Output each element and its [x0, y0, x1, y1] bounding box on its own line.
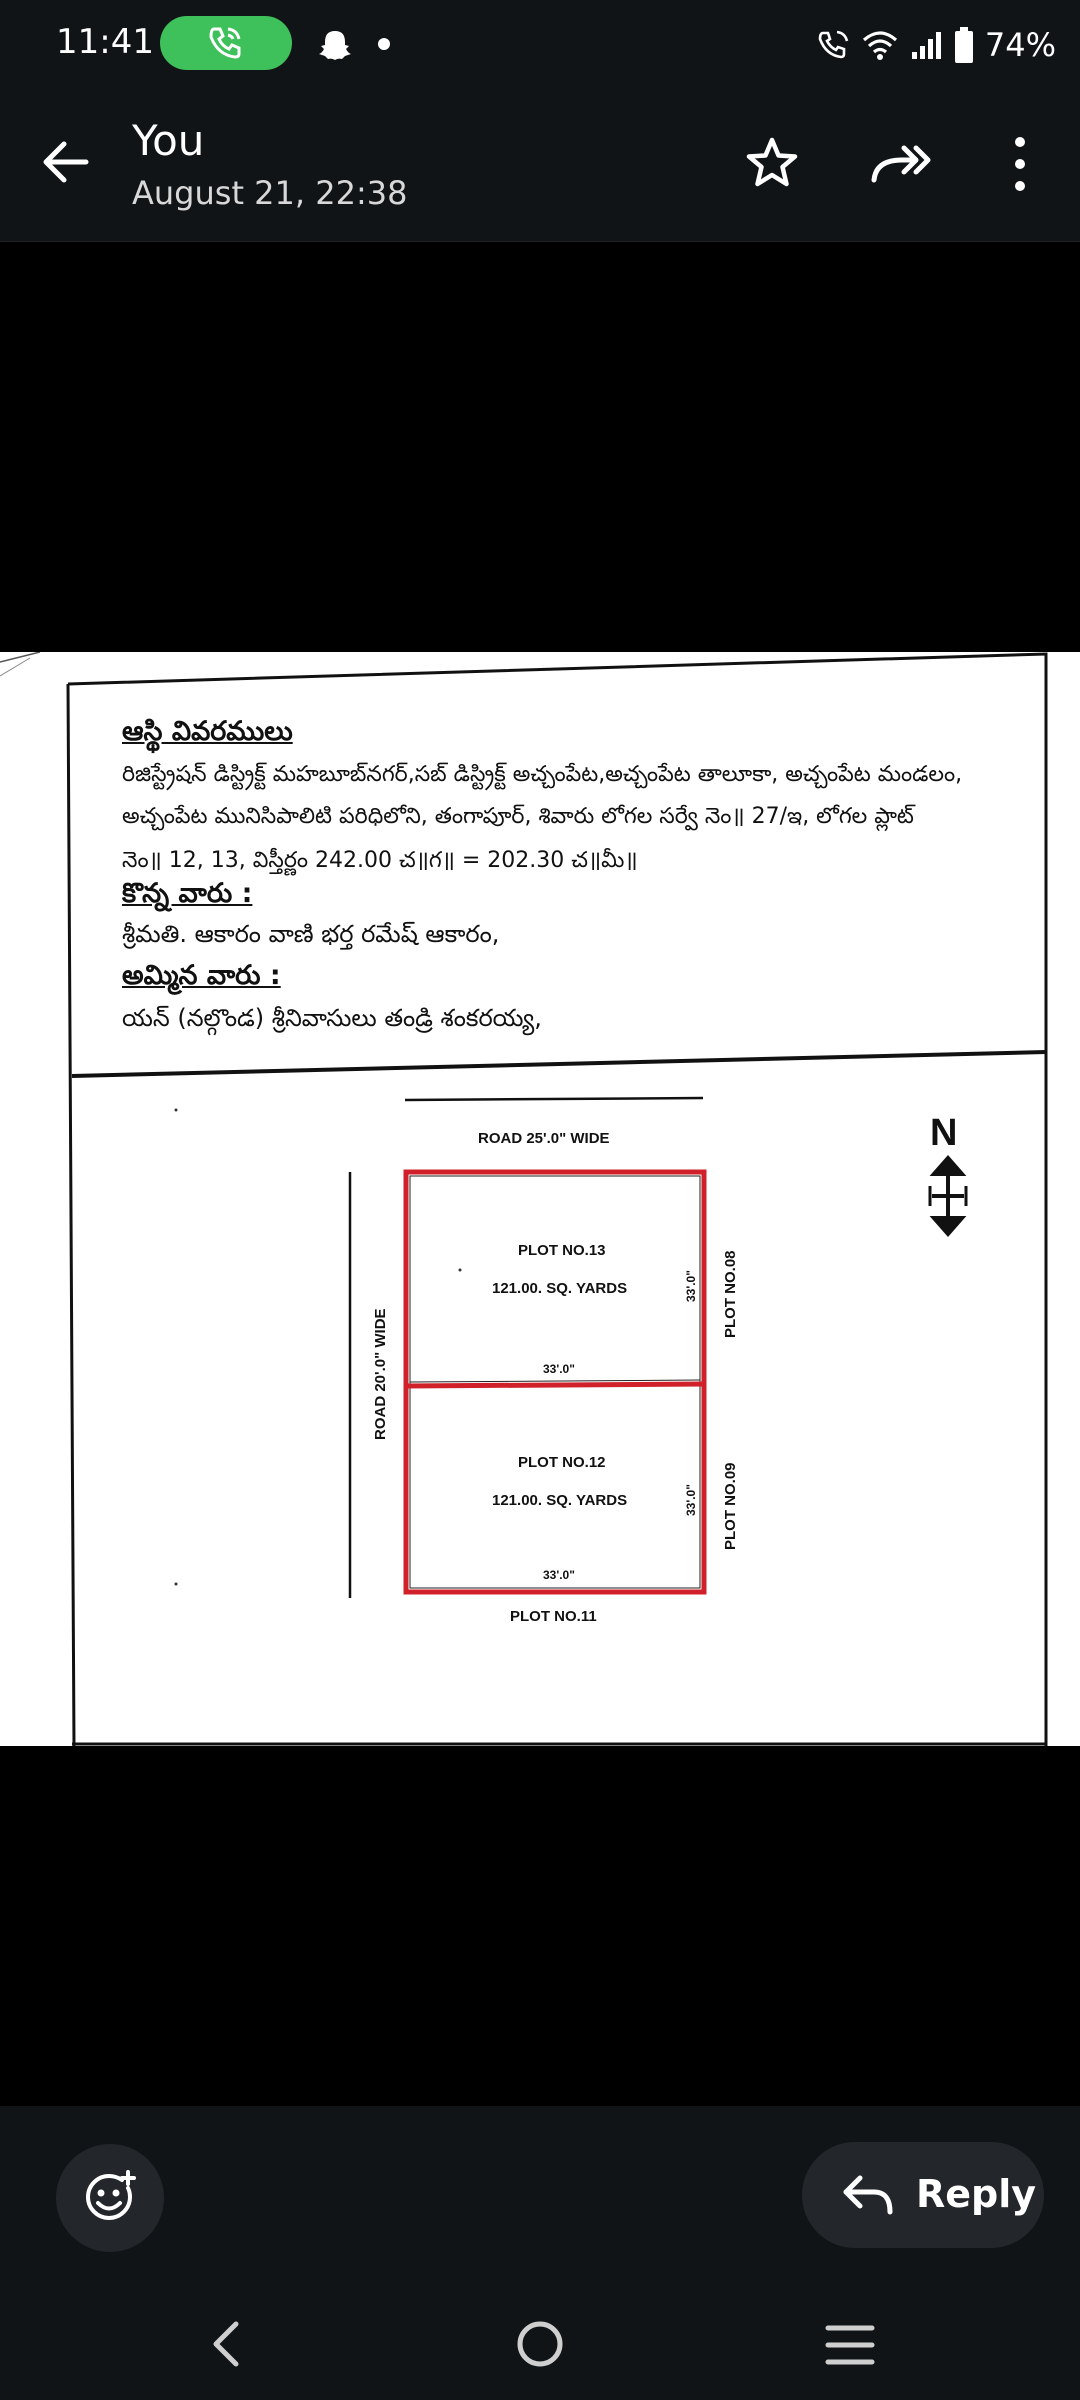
- north-label: N: [930, 1112, 958, 1154]
- nav-home-icon[interactable]: [512, 2316, 568, 2372]
- plot-08-label: PLOT NO.08: [722, 1250, 739, 1338]
- add-reaction-button[interactable]: [56, 2144, 164, 2252]
- dimension-right-top: 33'.0": [684, 1270, 698, 1302]
- property-line-2: అచ్చంపేట మునిసిపాలిటి పరిధిలోని, తంగాపూర్, శివారు లోగల సర్వే నెం॥ 27/ఇ, లోగల ప్లాట్: [122, 804, 914, 829]
- road-left-label: ROAD 20'.0" WIDE: [372, 1308, 389, 1440]
- star-icon[interactable]: [742, 134, 802, 194]
- status-icons: [817, 20, 1056, 70]
- plot-13-area: 121.00. SQ. YARDS: [492, 1280, 628, 1297]
- more-vert-icon[interactable]: [1000, 132, 1040, 196]
- battery-percent: 74%: [984, 26, 1056, 64]
- property-details-heading: ఆస్థి వివరములు: [122, 716, 293, 747]
- dimension-middle: 33'.0": [543, 1362, 575, 1376]
- seller-name: యన్ (నల్గొండ) శ్రీనివాసులు తండ్రి శంకరయ్య,: [122, 1004, 542, 1032]
- add-reaction-icon: [82, 2170, 138, 2226]
- plot-13-name: PLOT NO.13: [518, 1242, 606, 1259]
- reply-button[interactable]: [802, 2142, 1044, 2248]
- viewer-header: [0, 90, 1080, 242]
- snapchat-icon: [318, 28, 352, 62]
- reply-label: Reply: [916, 2172, 1037, 2216]
- action-bar: [0, 2106, 1080, 2292]
- clock: 11:41: [56, 22, 154, 62]
- dimension-bottom: 33'.0": [543, 1568, 575, 1582]
- nav-back-icon[interactable]: [200, 2316, 256, 2372]
- plot-09-label: PLOT NO.09: [722, 1462, 739, 1550]
- road-top-label: ROAD 25'.0" WIDE: [478, 1130, 610, 1147]
- document-image[interactable]: [0, 652, 1080, 1746]
- property-line-3: నెం॥ 12, 13, విస్తీర్ణం 242.00 చ॥గ॥ = 202.30 చ॥మీ॥: [122, 848, 638, 873]
- property-line-1: రిజిస్ట్రేషన్ డిస్ట్రిక్ట్ మహబూబ్‌నగర్,సబ్ డిస్ట్రిక్ట్ అచ్చంపేట,అచ్చంపేట తాలూకా, అచ్చంపేట మండలం,: [122, 762, 963, 787]
- dot-icon: [378, 38, 390, 50]
- buyer-name: శ్రీమతి. ఆకారం వాణి భర్త రమేష్ ఆకారం,: [122, 920, 500, 948]
- nav-recent-icon[interactable]: [822, 2320, 878, 2370]
- plot-boundary: [406, 1172, 704, 1592]
- status-bar: [0, 0, 1080, 90]
- wifi-calling-icon: [817, 28, 851, 62]
- battery-icon: [953, 26, 975, 64]
- dimension-right-bottom: 33'.0": [684, 1484, 698, 1516]
- seller-heading: అమ్మిన వారు :: [122, 960, 281, 991]
- phone-call-icon: [206, 25, 246, 61]
- signal-icon: [909, 28, 943, 62]
- system-nav-bar: [0, 2292, 1080, 2400]
- buyer-heading: కొన్న వారు :: [122, 878, 253, 909]
- forward-icon[interactable]: [868, 134, 934, 194]
- ongoing-call-chip[interactable]: [160, 16, 292, 70]
- plot-12-name: PLOT NO.12: [518, 1454, 606, 1471]
- north-arrow-icon: [930, 1158, 966, 1234]
- sender-name: You: [132, 116, 205, 165]
- plot-11-label: PLOT NO.11: [510, 1608, 597, 1625]
- plot-12-area: 121.00. SQ. YARDS: [492, 1492, 628, 1509]
- message-timestamp: August 21, 22:38: [132, 174, 408, 212]
- reply-icon: [840, 2172, 896, 2218]
- wifi-icon: [861, 28, 899, 62]
- back-arrow-icon[interactable]: [36, 132, 96, 192]
